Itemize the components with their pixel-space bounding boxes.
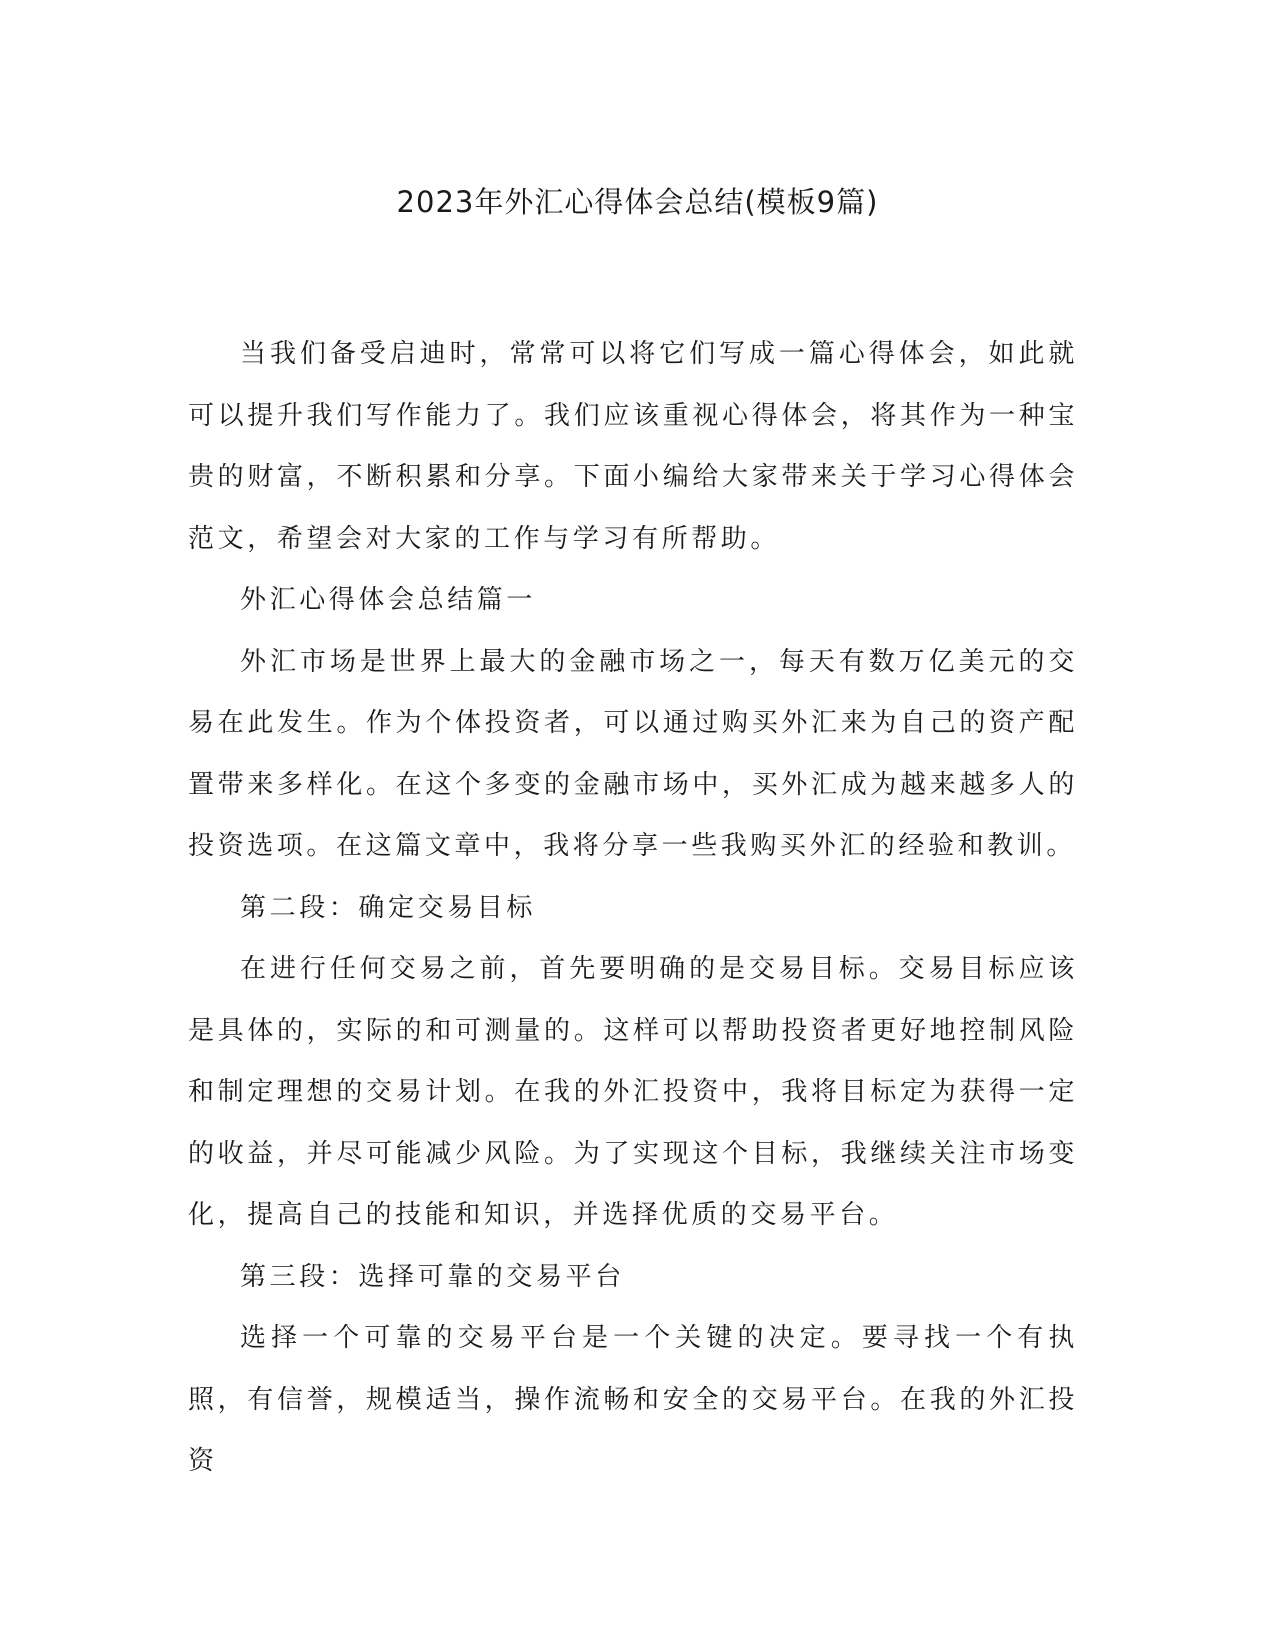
body-paragraph: 选择一个可靠的交易平台是一个关键的决定。要寻找一个有执照，有信誉，规模适当，操作流畅和安全的交易平台。在我的外汇投资 [188, 1323, 1078, 1476]
document-body [188, 324, 1078, 1493]
document-title: 2023年外汇心得体会总结(模板9篇) [396, 185, 879, 219]
intro-paragraph: 当我们备受启迪时，常常可以将它们写成一篇心得体会，如此就可以提升我们写作能力了。我们应该重视心得体会，将其作为一种宝贵的财富，不断积累和分享。下面小编给大家带来关于学习心得体会范文，希望会对大家的工作与学习有所帮助。 [188, 339, 1078, 554]
body-paragraph: 在进行任何交易之前，首先要明确的是交易目标。交易目标应该是具体的，实际的和可测量的。这样可以帮助投资者更好地控制风险和制定理想的交易计划。在我的外汇投资中，我将目标定为获得一定的收益，并尽可能减少风险。为了实现这个目标，我继续关注市场变化，提高自己的技能和知识，并选择优质的交易平台。 [188, 954, 1078, 1230]
body-paragraph: 外汇市场是世界上最大的金融市场之一，每天有数万亿美元的交易在此发生。作为个体投资者，可以通过购买外汇来为自己的资产配置带来多样化。在这个多变的金融市场中，买外汇成为越来越多人的投资选项。在这篇文章中，我将分享一些我购买外汇的经验和教训。 [188, 646, 1078, 861]
section-heading-part-one: 外汇心得体会总结篇一 [240, 585, 537, 615]
section-heading-third: 第三段：选择可靠的交易平台 [240, 1261, 625, 1292]
section-heading-second: 第二段：确定交易目标 [240, 892, 537, 923]
